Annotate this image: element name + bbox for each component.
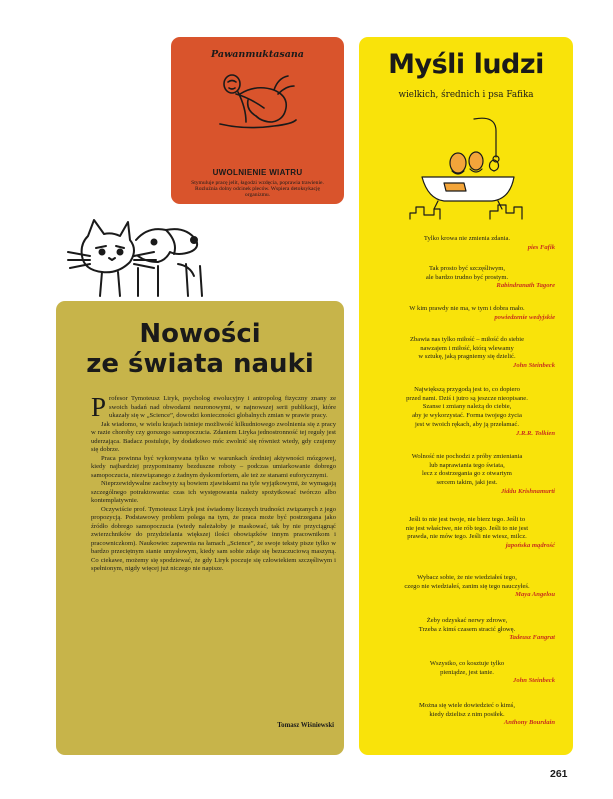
quote-line: lub naprawiania tego świata, <box>429 461 505 469</box>
quotes-subtitle: wielkich, średnich i psa Fafika <box>398 90 534 100</box>
yoga-pose-illustration <box>216 64 300 138</box>
quote-item <box>379 235 555 252</box>
quote-line: nawzajem i miłość, którą wlewamy <box>420 344 514 352</box>
yoga-pose-description: Stymuluje pracę jelit, łagodzi wzdęcia, poprawia trawienie. Rozluźnia dolny odcinek pleców. Wspiera detoksykację organizmu. <box>191 180 324 199</box>
quote-line: aby je wykorzystać. Forma twojego życia <box>412 412 522 420</box>
news-article-body <box>91 392 336 574</box>
news-paragraph: Oczywiście prof. Tymoteusz Liryk jest świadomy licznych trudności związanych z jego propozycją. Podstawowy problem polega na tym, że praca może być postrzegana jako źródło dobrego samopoczucia (wtedy należałoby je maskować, tak by nie przyciągnąć zwierzchników do przydzielania większej ilości obowiązków innym pracownikom i pracowniczkom). Naukowiec zapewnia na łamach „Science”, że swoje teksty pisze tylko w bardzo przeciętnym stanie umysłowym, kiedy sam sobie zdaje się bezuczuciową maszyną. Co ciekawe, możemy się spodziewać, że gdy Liryk poczuje się człowiekiem szczęśliwym i spełnionym, nigdy więcej już niczego nie napisze. <box>91 505 336 572</box>
quote-line: Żeby odzyskać nerwy zdrowe, <box>426 617 508 624</box>
news-title-line: ze świata nauki <box>86 349 314 379</box>
quotes-title: Myśli ludzi <box>388 49 544 80</box>
quote-line: przed nami. Dziś i jutro są jeszcze nieopisane. <box>406 394 528 402</box>
quote-line: Tak prosto być szczęśliwym, <box>428 265 506 272</box>
quote-item <box>379 660 555 686</box>
news-paragraph: Praca powinna być wykonywana tylko w warunkach średniej aktywności mózgowej, kiedy najbardziej przypominamy bezduszne roboty – podczas umiarkowanie dobrego samopoczucia, niezwiązanego z żadnym dyskomfortem, ale też ze stanami euforycznymi. <box>91 454 336 479</box>
quote-item <box>379 574 555 600</box>
quotes-card <box>359 37 573 755</box>
quote-line: czego nie wiedziałeś, zanim się tego nauczyłeś. <box>404 582 530 590</box>
quote-item <box>379 617 555 643</box>
cat-and-dog-illustration <box>66 216 206 302</box>
yoga-pose-heading: UWOLNIENIE WIATRU <box>212 168 303 177</box>
quote-author: Anthony Bourdain <box>503 719 555 727</box>
quote-line: Trzeba z kimś czasem stracić głowę. <box>418 625 516 633</box>
quote-line: Można się wiele dowiedzieć o kimś, <box>419 702 515 709</box>
quote-line: Tylko krowa nie zmienia zdania. <box>423 235 511 242</box>
quote-line: Wolność nie pochodzi z próby zmieniania <box>411 453 523 460</box>
quote-line: Wszystko, co kosztuje tylko <box>429 660 505 667</box>
news-paragraph: Nieprzewidywalne zachwyty są bowiem zjawiskami na tyle wyjątkowymi, że wymagają szczególnego potraktowania: czas ich występowania należy spożytkować twórczo albo kontemplatywnie. <box>91 480 336 504</box>
quote-item <box>379 305 555 322</box>
quote-item <box>379 453 555 497</box>
quote-author: Maya Angelou <box>515 591 555 599</box>
drop-cap: P <box>91 392 107 422</box>
bathtub-illustration <box>404 117 528 221</box>
quote-line: jest w twoich rękach, aby ją przełamać. <box>415 420 519 428</box>
quote-author: japońska mądrość <box>505 542 555 550</box>
quote-line: sercem takim, jaki jest. <box>436 479 498 487</box>
news-title <box>56 319 344 379</box>
news-author: Tomasz Wiśniewski <box>277 722 334 729</box>
news-paragraph: Jak wiadomo, w wielu krajach istnieje możliwość kilkudniowego zwolnienia się z pracy w razie choroby czy gorszego samopoczucia. Zdaniem Liryka jednostronność tej reguły jest uderzająca. Badacz postuluje, by dodatkowo móc zwolnić się również wtedy, gdy czujemy się dobrze. <box>91 420 336 453</box>
quote-item <box>379 336 555 371</box>
quote-author: Jiddu Krishnamurti <box>500 487 555 495</box>
page-number: 261 <box>550 768 568 780</box>
quote-line: Jeśli to nie jest twoje, nie bierz tego. Jeśli to <box>408 516 526 523</box>
science-news-card <box>56 301 344 755</box>
quote-author: powiedzenie wedyjskie <box>494 313 555 321</box>
quote-line: ale bardzo trudno być prostym. <box>425 273 509 281</box>
quote-line: Największą przygodą jest to, co dopiero <box>414 386 520 393</box>
yoga-pose-name: Pawanmuktasana <box>211 49 304 60</box>
quote-line: kiedy dzielisz z nim posiłek. <box>429 710 505 718</box>
quote-item <box>379 702 555 728</box>
news-title-line: Nowości <box>139 319 261 349</box>
quote-author: Rabindranath Tagore <box>496 282 555 290</box>
quote-author: John Steinbeck <box>513 677 555 685</box>
quote-line: w sztukę, jaką pragniemy się dzielić. <box>418 353 516 361</box>
quote-line: nie jest właściwe, nie rób tego. Jeśli to nie jest <box>405 524 529 532</box>
quote-line: lecz z dostrzegania go z otwartym <box>422 470 512 478</box>
news-paragraph: Profesor Tymoteusz Liryk, psycholog ewolucyjny i antropolog fizyczny znany ze swoich badań nad obwodami neuronowymi, w najnowszej serii publikacji, które ukazały się w „Science”, dowodzi konieczności globalnych zmian w prawie pracy. <box>91 392 336 422</box>
quote-item <box>379 386 555 438</box>
quote-line: Szanse i zmiany należą do ciebie, <box>422 403 512 411</box>
quote-line: Wybacz sobie, że nie wiedziałeś tego, <box>417 574 517 581</box>
quote-author: Tadeusz Fangrat <box>509 634 555 642</box>
quote-author: pies Fafik <box>527 243 555 251</box>
quote-line: Zbawia nas tylko miłość – miłość do siebie <box>409 336 525 343</box>
quote-line: W kim prawdy nie ma, w tym i dobra mało. <box>409 305 525 312</box>
quote-item <box>379 265 555 291</box>
quote-item <box>379 516 555 551</box>
yoga-pose-card <box>171 37 344 204</box>
quote-line: pieniądze, jest tanie. <box>440 668 494 676</box>
quote-line: prawda, nie mów tego. Jeśli nie wiesz, milcz. <box>407 533 527 541</box>
quote-author: J.R.R. Tolkien <box>516 429 555 437</box>
quote-author: John Steinbeck <box>513 362 555 370</box>
